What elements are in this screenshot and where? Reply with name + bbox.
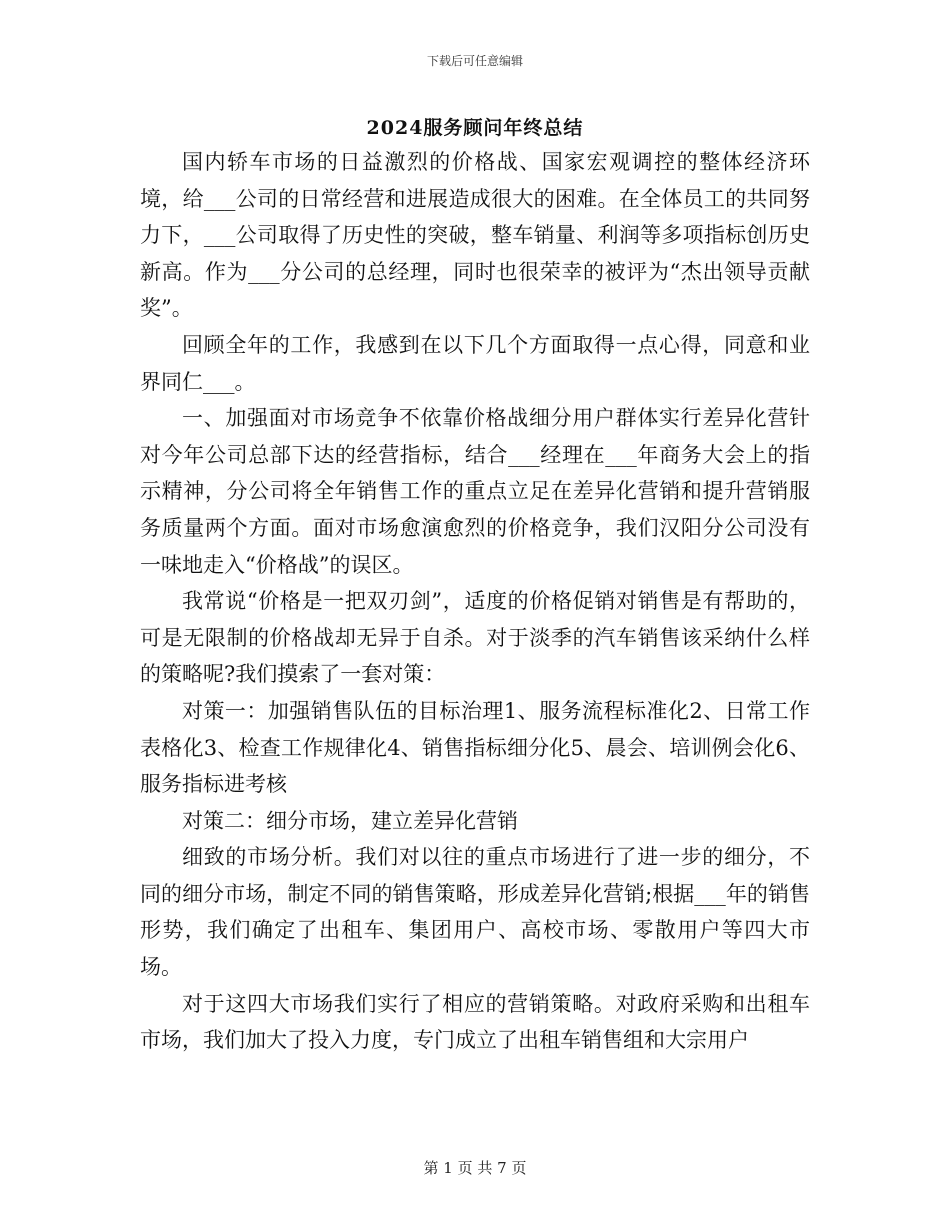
paragraph: 回顾全年的工作，我感到在以下几个方面取得一点心得，同意和业界同仁___。 — [140, 332, 810, 394]
document-title: 2024服务顾问年终总结 — [366, 117, 584, 139]
page-number: 第 1 页 共 7 页 — [423, 1159, 527, 1177]
paragraph: 细致的市场分析。我们对以往的重点市场进行了进一步的细分，不同的细分市场，制定不同的销售策略，形成差异化营销;根据___年的销售形势，我们确定了出租车、集团用户、高校市场、零散用户等四大市场。 — [140, 845, 810, 980]
paragraph: 对策一：加强销售队伍的目标治理1、服务流程标准化2、日常工作表格化3、检查工作规律化4、销售指标细分化5、晨会、培训例会化6、服务指标进考核 — [140, 698, 810, 797]
paragraph: 国内轿车市场的日益激烈的价格战、国家宏观调控的整体经济环境，给___公司的日常经营和进展造成很大的困难。在全体员工的共同努力下，___公司取得了历史性的突破，整车销量、利润等多项指标创历史新高。作为___分公司的总经理，同时也很荣幸的被评为“杰出领导贡献奖”。 — [140, 150, 810, 321]
paragraph: 对策二：细分市场，建立差异化营销 — [182, 808, 518, 833]
header-note: 下载后可任意编辑 — [426, 54, 523, 68]
paragraph: 我常说“价格是一把双刃剑”，适度的价格促销对销售是有帮助的，可是无限制的价格战却无异于自杀。对于淡季的汽车销售该采纳什么样的策略呢?我们摸索了一套对策： — [140, 589, 810, 687]
document-body — [140, 144, 810, 1059]
paragraph: 对于这四大市场我们实行了相应的营销策略。对政府采购和出租车市场，我们加大了投入力度，专门成立了出租车销售组和大宗用户 — [140, 991, 810, 1053]
paragraph: 一、加强面对市场竞争不依靠价格战细分用户群体实行差异化营针对今年公司总部下达的经营指标，结合___经理在___年商务大会上的指示精神，分公司将全年销售工作的重点立足在差异化营销和提升营销服务质量两个方面。面对市场愈演愈烈的价格竞争，我们汉阳分公司没有一味地走入“价格战”的误区。 — [140, 406, 810, 577]
